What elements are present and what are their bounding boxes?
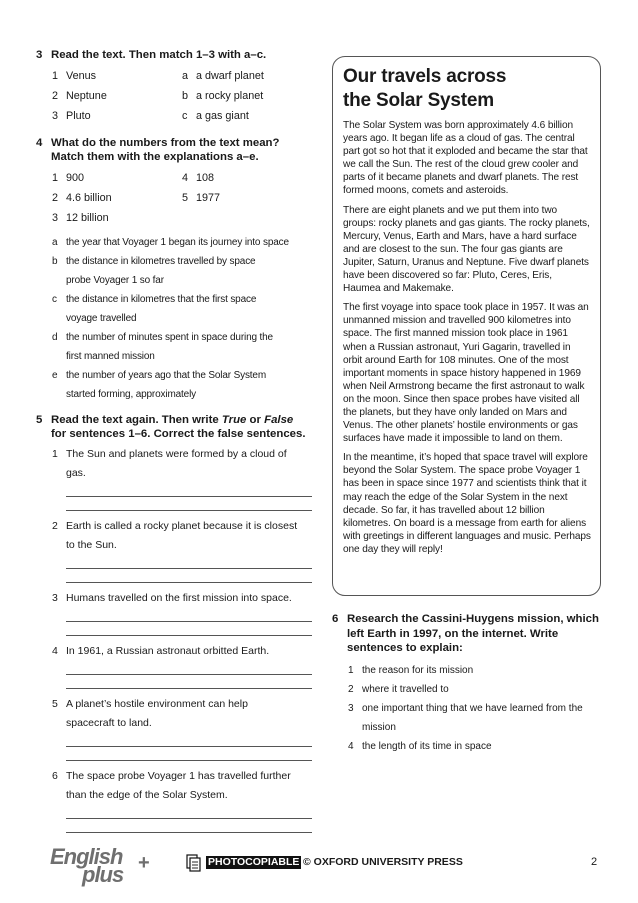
sentence-text: spacecraft to land. [66,716,152,729]
explanation-line [52,252,306,271]
item-number: 6 [52,769,58,782]
photocopy-icon [186,854,202,872]
explanation-letter: d [52,331,58,343]
answer-line[interactable] [66,569,312,583]
exercise-5-heading [36,413,306,442]
english-plus-logo: English plus + [50,844,150,887]
explanation-line [52,328,306,347]
reading-body [343,119,592,556]
exercise-6-list [332,661,607,756]
explanation-text: the year that Voyager 1 began its journey into space [66,236,289,248]
exercise-4-heading [36,136,306,165]
sentence-line [52,536,306,555]
explanation-letter: a [52,236,58,248]
exercise-instruction: Read the text again. Then write True or False for sentences 1–6. Correct the false sentences. [51,413,306,440]
list-item [348,661,607,680]
item-description: a dwarf planet [196,69,264,82]
exercise-3-heading [36,48,306,63]
explanation-text: first manned mission [66,350,155,362]
list-item [348,680,607,699]
explanation-line [52,233,306,252]
true-word: True [221,413,247,426]
item-number: 2 [52,89,59,102]
sentence-text: Humans travelled on the first mission into space. [66,591,292,604]
exercise-number: 5 [36,413,43,426]
explanation-line [52,385,306,404]
match-row [52,109,306,123]
list-item [348,737,607,756]
exercise-number: 6 [332,613,339,625]
sentence-text: The space probe Voyager 1 has travelled further [66,769,291,782]
item-number [348,718,362,737]
item-number: 5 [52,697,58,710]
sentence-line [52,464,306,483]
number-row [52,171,306,185]
sentence-text: gas. [66,466,86,479]
item-number: 5 [182,191,189,204]
item-number: 1 [52,69,59,82]
match-row [52,69,306,83]
sentence-text: Earth is called a rocky planet because it is closest [66,519,298,532]
explanation-line [52,309,306,328]
explanation-text: probe Voyager 1 so far [66,274,164,286]
exercise-instruction: Read the text. Then match 1–3 with a–c. [51,49,267,61]
explanation-line [52,290,306,309]
sentence-line [52,695,306,714]
item-number: 2 [52,519,58,532]
item-number: 3 [52,211,59,224]
exercise-5-sentences [36,445,306,833]
reading-paragraph: The first voyage into space took place in 1957. It was an unmanned mission and travelled 900 kilometres into space. The first manned mission took place in 1961 when a Russian astronaut, Yuri Gagarin, travelled in orbit around Earth for 108 minutes. One of the most important moments in space history happened in 1969 when Neil Armstrong became the first astronaut to walk on the moon. Since then space probes have visited all the planets, but they have only landed on Mars and Venus. The other planets’ hostile environments or gas surfaces have made it impossible to land on them. [343,302,589,445]
answer-line[interactable] [66,555,312,569]
exercise-4-numbers [36,171,306,225]
answer-line[interactable] [66,661,312,675]
exercise-6 [332,612,607,756]
explanation-letter [52,385,66,404]
item-text: one important thing that we have learned from the [362,702,583,714]
sentence-text: The Sun and planets were formed by a cloud of [66,447,287,460]
item-number: 3 [52,591,58,604]
exercise-4-explanations [36,233,306,404]
item-letter: a [182,69,189,82]
photocopiable-label: PHOTOCOPIABLE [208,856,300,868]
item-number: 4 [182,171,189,184]
answer-line[interactable] [66,622,312,636]
exercise-3-list [36,69,306,123]
true-false-item [52,695,306,761]
explanation-text: the distance in kilometres travelled by space [66,255,256,267]
item-letter: c [182,109,188,122]
item-number: 1 [52,171,59,184]
sentence-text: than the edge of the Solar System. [66,788,228,801]
answer-line[interactable] [66,497,312,511]
page-number: 2 [591,856,598,868]
answer-line[interactable] [66,483,312,497]
sentence-line [52,517,306,536]
explanation-letter [52,347,66,366]
list-item [348,718,607,737]
explanation-line [52,366,306,385]
explanation-text: the number of years ago that the Solar System [66,369,267,381]
page-footer [0,840,638,890]
publisher-label: © OXFORD UNIVERSITY PRESS [303,856,463,868]
exercise-instruction: What do the numbers from the text mean? Match them with the explanations a–e. [51,136,280,163]
item-number: 4 [52,644,58,657]
reading-paragraph: The Solar System was born approximately 4.6 billion years ago. It began life as a cloud of gas. The central part got so hot that it exploded and became the star that we call the Sun. The rest of the cloud grew cooler and parts of it became planets and dwarf planets. The rest formed moons, comets and asteroids. [343,120,588,197]
answer-line[interactable] [66,805,312,819]
item-text: Neptune [66,89,107,102]
reading-paragraph: In the meantime, it’s hoped that space travel will explore beyond the Solar System. The space probe Voyager 1 has been in space since 1977 and scientists think that it may reach the edge of the Solar System in the next decade. So far, it has travelled about 12 billion kilometres. On board is a message from earth for aliens with greetings in different languages and music. Perhaps one day they will reply! [343,452,591,555]
sentence-line [52,589,306,608]
sentence-line [52,714,306,733]
answer-line[interactable] [66,819,312,833]
item-text: the length of its time in space [362,740,492,752]
item-text: 12 billion [66,211,109,224]
item-text: the reason for its mission [362,664,474,676]
item-number: 1 [52,447,58,460]
explanation-letter: b [52,255,58,267]
true-false-item [52,517,306,583]
false-word: False [264,413,294,426]
exercise-number: 4 [36,136,43,149]
item-description: a gas giant [196,109,249,122]
item-text: 1977 [196,191,221,204]
number-row [52,191,306,205]
item-text: 4.6 billion [66,191,112,204]
sentence-text: A planet’s hostile environment can help [66,697,248,710]
sentence-text: In 1961, a Russian astronaut orbitted Earth. [66,644,270,657]
item-text: mission [362,721,396,733]
list-item [348,699,607,718]
answer-line[interactable] [66,675,312,689]
answer-line[interactable] [66,608,312,622]
item-text: 108 [196,171,215,184]
item-text [196,211,306,225]
item-description: a rocky planet [196,89,264,102]
exercise-instruction: Research the Cassini-Huygens mission, which left Earth in 1997, on the internet. Write sentences to explain: [347,613,599,654]
true-false-item [52,445,306,511]
explanation-text: started forming, approximately [66,388,197,400]
answer-line[interactable] [66,733,312,747]
explanation-letter: e [52,369,58,381]
reading-title: Our travels across the Solar System [343,66,507,111]
item-number: 2 [348,683,354,695]
sentence-line [52,642,306,661]
item-text: 900 [66,171,85,184]
match-row [52,89,306,103]
exercise-6-heading [332,612,607,656]
item-text: Pluto [66,109,91,122]
true-false-item [52,767,306,833]
true-false-item [52,589,306,636]
answer-line[interactable] [66,747,312,761]
sentence-line [52,786,306,805]
item-letter: b [182,89,189,102]
item-number: 3 [52,109,59,122]
item-number [182,211,196,225]
reading-paragraph: There are eight planets and we put them into two groups: rocky planets and gas giants. The rocky planets, Mercury, Venus, Earth and Mars, have a hard surface and are closest to the sun. The four gas giants are Jupiter, Saturn, Uranus and Neptune. Five dwarf planets have been discovered so far: Pluto, Ceres, Eris, Haumea and Makemake. [343,204,590,295]
explanation-line [52,347,306,366]
explanation-text: the distance in kilometres that the first space [66,293,257,305]
explanation-line [52,271,306,290]
explanation-text: the number of minutes spent in space during the [66,331,273,343]
explanation-letter [52,271,66,290]
reading-text-box [332,56,601,596]
explanation-letter [52,309,66,328]
item-text: Venus [66,69,97,82]
explanation-letter: c [52,293,57,305]
sentence-line [52,445,306,464]
sentence-line [52,767,306,786]
item-text: where it travelled to [362,683,449,695]
left-column [36,48,306,839]
item-number: 3 [348,702,354,714]
explanation-text: voyage travelled [66,312,137,324]
sentence-text: to the Sun. [66,538,117,551]
item-number: 2 [52,191,59,204]
item-number: 4 [348,740,354,752]
true-false-item [52,642,306,689]
item-number: 1 [348,664,354,676]
number-row [52,211,306,225]
exercise-number: 3 [36,49,43,61]
